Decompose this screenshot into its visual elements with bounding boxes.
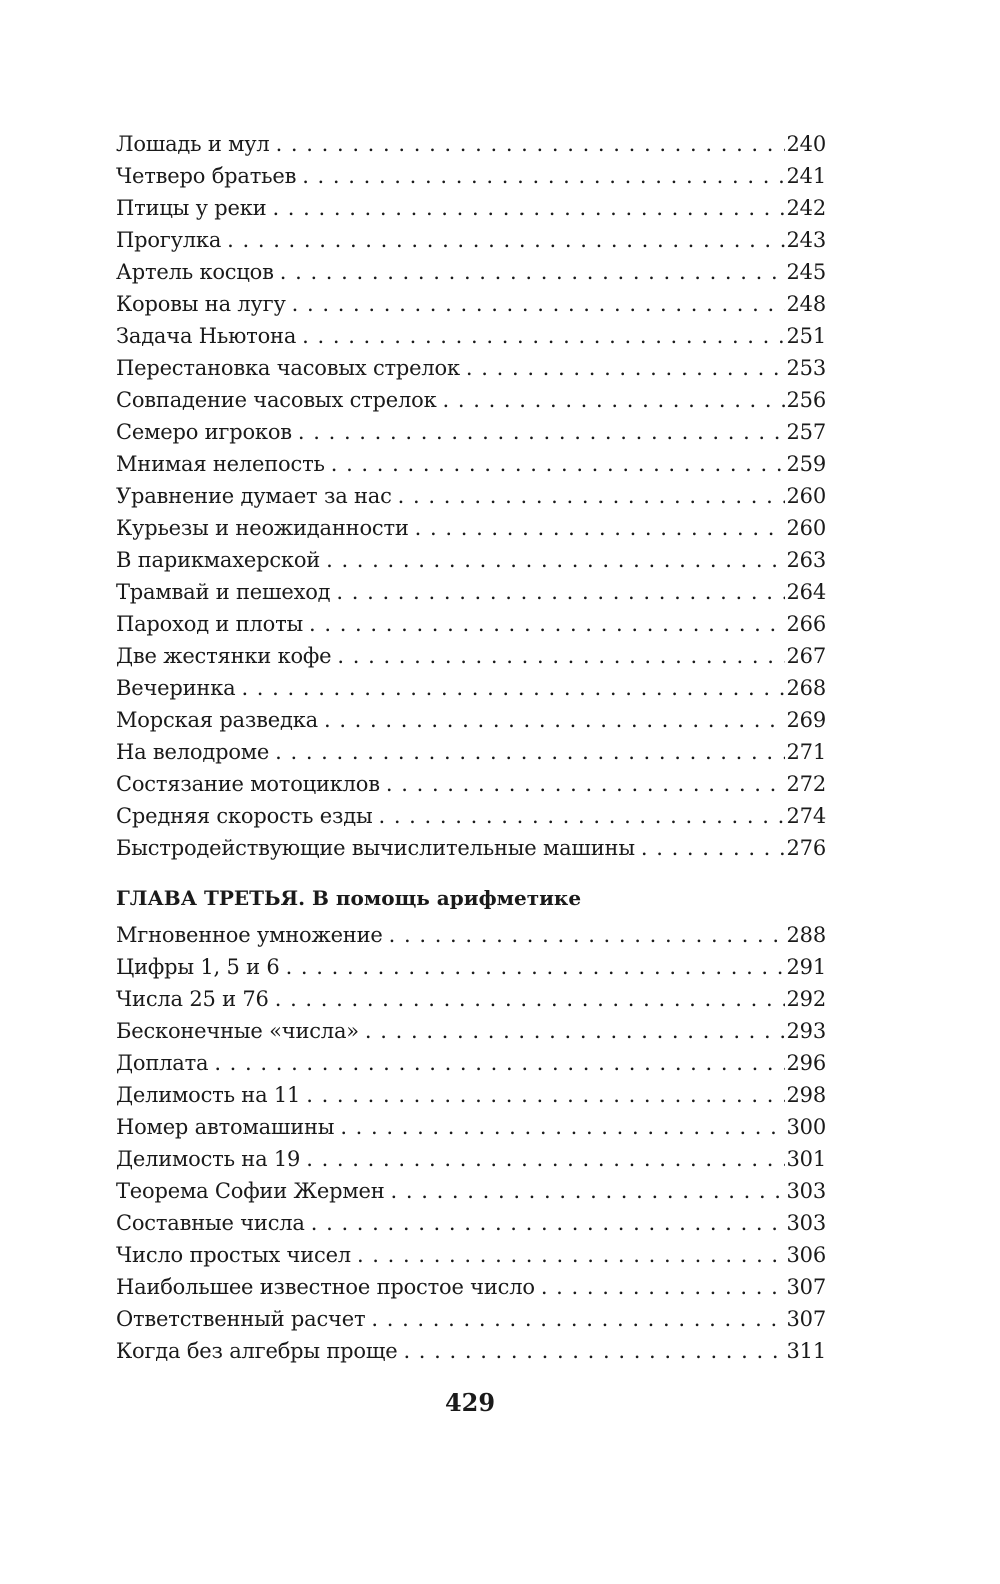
dot-leader: [302, 320, 784, 352]
toc-entry: [116, 1143, 826, 1175]
toc-entry-title: Номер автомашины: [116, 1115, 335, 1139]
toc-list-part2: [116, 919, 826, 1367]
toc-entry-page: 257: [786, 420, 826, 444]
toc-entry: [116, 983, 826, 1015]
toc-entry-page: 303: [786, 1211, 826, 1235]
toc-entry-page: 311: [786, 1339, 826, 1363]
toc-entry: [116, 512, 826, 544]
toc-entry-page: 248: [786, 292, 826, 316]
toc-entry-page: 253: [786, 356, 826, 380]
toc-entry-page: 256: [786, 388, 826, 412]
dot-leader: [403, 1335, 784, 1367]
dot-leader: [227, 224, 784, 256]
toc-entry-title: Мгновенное умножение: [116, 923, 383, 947]
toc-entry-page: 300: [786, 1115, 826, 1139]
toc-entry-page: 276: [786, 836, 826, 860]
toc-entry: [116, 768, 826, 800]
dot-leader: [365, 1015, 785, 1047]
toc-entry-title: Трамвай и пешеход: [116, 580, 331, 604]
toc-entry-title: Мнимая нелепость: [116, 452, 325, 476]
toc-entry: [116, 1079, 826, 1111]
toc-entry: [116, 1239, 826, 1271]
toc-entry-title: Вечеринка: [116, 676, 236, 700]
toc-entry-title: Состязание мотоциклов: [116, 772, 380, 796]
toc-entry-title: Артель косцов: [116, 260, 274, 284]
toc-entry-title: В парикмахерской: [116, 548, 321, 572]
dot-leader: [443, 384, 785, 416]
dot-leader: [336, 576, 784, 608]
dot-leader: [292, 288, 785, 320]
dot-leader: [357, 1239, 785, 1271]
toc-entry: [116, 160, 826, 192]
toc-entry: [116, 480, 826, 512]
dot-leader: [391, 1175, 785, 1207]
toc-entry-page: 266: [786, 612, 826, 636]
toc-entry-title: Перестановка часовых стрелок: [116, 356, 460, 380]
dot-leader: [275, 736, 784, 768]
toc-entry-title: Наибольшее известное простое число: [116, 1275, 535, 1299]
dot-leader: [272, 192, 784, 224]
toc-entry-title: Когда без алгебры проще: [116, 1339, 398, 1363]
toc-entry: [116, 832, 826, 864]
toc-entry-title: Уравнение думает за нас: [116, 484, 392, 508]
toc-entry-title: Птицы у реки: [116, 196, 267, 220]
toc-entry-page: 307: [786, 1275, 826, 1299]
dot-leader: [386, 768, 785, 800]
toc-entry: [116, 288, 826, 320]
toc-entry-page: 296: [786, 1051, 826, 1075]
toc-entry: [116, 704, 826, 736]
toc-entry: [116, 1207, 826, 1239]
toc-list-part1: [116, 128, 826, 864]
toc-entry-title: Курьезы и неожиданности: [116, 516, 409, 540]
toc-entry: [116, 576, 826, 608]
toc-entry: [116, 416, 826, 448]
dot-leader: [214, 1047, 784, 1079]
dot-leader: [280, 256, 785, 288]
toc-entry: [116, 919, 826, 951]
dot-leader: [340, 1111, 784, 1143]
dot-leader: [324, 704, 785, 736]
toc-entry-page: 293: [786, 1019, 826, 1043]
dot-leader: [309, 608, 785, 640]
toc-entry: [116, 1335, 826, 1367]
dot-leader: [389, 919, 785, 951]
dot-leader: [306, 1143, 784, 1175]
toc-entry-page: 288: [786, 923, 826, 947]
toc-entry: [116, 128, 826, 160]
toc-entry: [116, 672, 826, 704]
toc-entry-page: 240: [786, 132, 826, 156]
toc-entry: [116, 1111, 826, 1143]
toc-entry-page: 306: [786, 1243, 826, 1267]
toc-entry-title: Число простых чисел: [116, 1243, 351, 1267]
dot-leader: [302, 160, 784, 192]
toc-entry: [116, 544, 826, 576]
toc-entry-title: Прогулка: [116, 228, 222, 252]
toc-entry-page: 272: [786, 772, 826, 796]
toc-entry: [116, 352, 826, 384]
toc-entry: [116, 192, 826, 224]
toc-entry-title: Быстродействующие вычислительные машины: [116, 836, 635, 860]
toc-entry-page: 271: [786, 740, 826, 764]
toc-entry-title: Лошадь и мул: [116, 132, 270, 156]
toc-entry-title: Числа 25 и 76: [116, 987, 269, 1011]
dot-leader: [371, 1303, 784, 1335]
toc-entry: [116, 256, 826, 288]
toc-entry-page: 291: [786, 955, 826, 979]
dot-leader: [378, 800, 784, 832]
toc-entry-title: Совпадение часовых стрелок: [116, 388, 437, 412]
toc-entry-title: Семеро игроков: [116, 420, 292, 444]
toc-entry-page: 260: [786, 484, 826, 508]
toc-entry-title: Ответственный расчет: [116, 1307, 366, 1331]
toc-entry: [116, 736, 826, 768]
toc-entry-title: Пароход и плоты: [116, 612, 303, 636]
toc-entry-page: 267: [786, 644, 826, 668]
toc-entry-title: Четверо братьев: [116, 164, 297, 188]
dot-leader: [306, 1079, 784, 1111]
toc-entry: [116, 224, 826, 256]
toc-entry-title: Цифры 1, 5 и 6: [116, 955, 280, 979]
dot-leader: [275, 983, 785, 1015]
dot-leader: [286, 951, 785, 983]
dot-leader: [311, 1207, 785, 1239]
toc-entry-title: Делимость на 19: [116, 1147, 301, 1171]
toc-entry: [116, 448, 826, 480]
toc-entry: [116, 320, 826, 352]
dot-leader: [298, 416, 785, 448]
toc-entry-page: 269: [786, 708, 826, 732]
toc-entry-page: 298: [786, 1083, 826, 1107]
toc-entry-page: 264: [786, 580, 826, 604]
toc-entry: [116, 640, 826, 672]
toc-entry-page: 303: [786, 1179, 826, 1203]
dot-leader: [326, 544, 784, 576]
chapter-heading: ГЛАВА ТРЕТЬЯ. В помощь арифметике: [116, 886, 582, 910]
toc-entry-title: Бесконечные «числа»: [116, 1019, 359, 1043]
dot-leader: [241, 672, 784, 704]
toc-entry-page: 274: [786, 804, 826, 828]
toc-entry-page: 260: [786, 516, 826, 540]
toc-entry-page: 259: [786, 452, 826, 476]
toc-entry: [116, 951, 826, 983]
dot-leader: [541, 1271, 785, 1303]
toc-entry: [116, 1175, 826, 1207]
toc-entry-title: Делимость на 11: [116, 1083, 301, 1107]
toc-entry: [116, 608, 826, 640]
toc-entry-page: 242: [786, 196, 826, 220]
toc-entry: [116, 384, 826, 416]
toc-entry-page: 292: [786, 987, 826, 1011]
toc-entry-title: Составные числа: [116, 1211, 305, 1235]
toc-entry-page: 307: [786, 1307, 826, 1331]
toc-entry-title: Коровы на лугу: [116, 292, 286, 316]
dot-leader: [276, 128, 785, 160]
toc-entry: [116, 800, 826, 832]
dot-leader: [398, 480, 785, 512]
toc-entry-title: На велодроме: [116, 740, 270, 764]
toc-entry: [116, 1047, 826, 1079]
toc-entry-page: 268: [786, 676, 826, 700]
toc-entry: [116, 1015, 826, 1047]
page-number: 429: [444, 1388, 496, 1417]
toc-entry-title: Доплата: [116, 1051, 209, 1075]
toc-entry-page: 245: [786, 260, 826, 284]
toc-entry-page: 251: [786, 324, 826, 348]
toc-entry-page: 241: [786, 164, 826, 188]
toc-entry-title: Теорема Софии Жермен: [116, 1179, 385, 1203]
dot-leader: [415, 512, 785, 544]
toc-entry-page: 301: [786, 1147, 826, 1171]
toc-entry-title: Морская разведка: [116, 708, 318, 732]
dot-leader: [331, 448, 785, 480]
toc-entry: [116, 1303, 826, 1335]
toc-entry-title: Задача Ньютона: [116, 324, 297, 348]
dot-leader: [337, 640, 784, 672]
toc-entry-page: 243: [786, 228, 826, 252]
toc-entry-page: 263: [786, 548, 826, 572]
toc-entry-title: Две жестянки кофе: [116, 644, 332, 668]
toc-entry: [116, 1271, 826, 1303]
dot-leader: [466, 352, 785, 384]
dot-leader: [641, 832, 785, 864]
toc-entry-title: Средняя скорость езды: [116, 804, 373, 828]
